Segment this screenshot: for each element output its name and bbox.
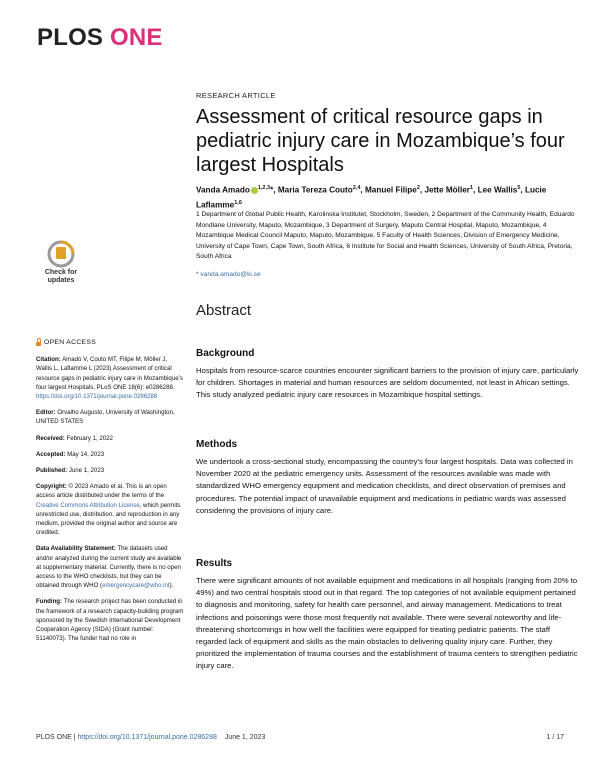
footer-left: PLOS ONE | https://doi.org/10.1371/journal.pone.0286288 June 1, 2023 — [36, 734, 266, 741]
author-name[interactable]: Maria Tereza Couto — [277, 185, 353, 195]
received: Received: February 1, 2022 — [36, 434, 113, 442]
citation-doi-link[interactable]: https://doi.org/10.1371/journal.pone.0286288 — [36, 393, 158, 401]
results-heading: Results — [196, 558, 233, 569]
author-name[interactable]: Lee Wallis — [477, 185, 518, 195]
editor: Editor: Orvalho Augusto, University of Washington, UNITED STATES — [36, 409, 175, 426]
check-for-updates-badge[interactable] — [36, 239, 86, 297]
citation: Citation: Amado V, Couto MT, Filipe M, Möller J, Wallis L, Laflamme L (2023) Assessment of critical resource gaps in pediatric injury care in Mozambique’s four largest Hospitals. PLoS ONE 18(6): e0286288. https://doi.org/10.1371/journal.pone.0286288 — [36, 356, 183, 401]
published: Published: June 1, 2023 — [36, 467, 105, 475]
author-name[interactable]: Vanda Amado — [196, 185, 250, 195]
author-affil-sup: 1,6 — [234, 199, 242, 206]
license-link[interactable]: Creative Commons Attribution License — [36, 501, 140, 509]
open-lock-icon — [36, 342, 41, 346]
affiliations: 1 Department of Global Public Health, Karolinska Institutet, Stockholm, Sweden, 2 Department of the Community Health, Eduardo Mondlane University, Maputo, Mozambique, 3 Department of Surgery, Maputo Central Hospital, Maputo, Mozambique, 4 Mozambique Medical Council Maputo, Maputo, Mozambique, 5 Faculty of Health Sciences, Division of Emergency Medicine, University of Cape Town, Cape Town, South Africa, 6 Institute for Social and Health Sciences, University of South Africa, Pretoria, South Africa — [196, 211, 575, 260]
article-title: Assessment of critical resource gaps in pediatric injury care in Mozambique’s four largest Hospitals — [196, 106, 565, 176]
author-name[interactable]: Manuel Filipe — [364, 185, 417, 195]
logo-plos: PLOS — [37, 24, 104, 51]
background-text: Hospitals from resource-scarce countries encounter significant barriers to the provision of injury care, particularly for children. Shortages in material and human resources are seldom documented, not least in African settings. This study analyzed pediatric injury care resources in Mozambique hospital settings. — [196, 366, 579, 400]
author-list: Vanda Amado $^{1,2,3}$*, Maria Tereza Couto$^{2,4}$, Manuel Filipe$^2$, Jette Möller$^1$, Lee Wallis$^5$, Lucie Laflamme$^{1,6}$ — [196, 185, 547, 210]
open-access-badge: OPEN ACCESS — [36, 338, 184, 347]
author-affil-sup: 1 — [469, 185, 474, 191]
article-type: RESEARCH ARTICLE — [196, 91, 276, 100]
check-updates-icon — [36, 239, 86, 269]
who-email-link[interactable]: emergencycare@who.int — [102, 582, 170, 590]
abstract-heading: Abstract — [196, 302, 252, 319]
author-affil-sup: 1,2,3 — [257, 185, 271, 191]
funding: Funding: The research project has been conducted in the framework of a research capacity-building program sponsored by the Swedish International Development Cooperation Agency (SIDA) (Grant number: 51140073). The funder had no role in — [36, 598, 184, 643]
author-affil-sup: 2,4 — [352, 185, 361, 191]
footer-date: June 1, 2023 — [224, 734, 266, 741]
methods-heading: Methods — [196, 439, 238, 450]
author-affil-sup: 2 — [416, 185, 420, 191]
journal-logo[interactable] — [37, 24, 163, 52]
footer-doi-link[interactable]: https://doi.org/10.1371/journal.pone.0286288 — [77, 734, 217, 741]
check-updates-label: Check for updates — [44, 269, 78, 284]
author-affil-sup: 5 — [517, 185, 521, 191]
logo-one: ONE — [110, 24, 163, 51]
data-availability: Data Availability Statement: The datasets used and/or analyzed during the current study are available at supplementary material. Currently, there is no open access to the WHO checklists, but they can be obtained through WHO (emergencycare@who.int). — [36, 545, 182, 590]
orcid-icon[interactable] — [251, 187, 258, 194]
results-text: There were significant amounts of not available equipment and medications in all hospitals (ranging from 20% to 49%) and two central hospitals stood out in that regard. The top categories of not available equipment pertained to diagnosis and monitoring, safety for health care personnel, and airway management. Medications to treat infections and poisonings were those most frequently not available. There were several noteworthy and life-threatening shortcomings in how well the facilities were equipped for treating pediatric patients. The staff regarded lack of equipment and skills as the main obstacles to delivering quality injury care. Further, they prioritized the implementation of trauma courses and the establishment of trauma centers to strengthen pediatric injury care. — [196, 576, 578, 671]
page-footer — [36, 734, 564, 741]
background-heading: Background — [196, 348, 255, 359]
corresponding-email — [196, 271, 261, 278]
copyright: Copyright: © 2023 Amado et al. This is an open access article distributed under the terms of the Creative Commons Attribution License, which permits unrestricted use, distribution, and reproduction in any medium, provided the original author and source are credited. — [36, 483, 181, 537]
accepted: Accepted: May 14, 2023 — [36, 450, 105, 458]
article-metadata-sidebar — [36, 338, 184, 650]
email-link[interactable]: vanda.amado@ki.se — [200, 271, 261, 278]
corresponding-mark: * — [270, 185, 274, 195]
methods-text: We undertook a cross-sectional study, encompassing the country’s four largest hospitals. Data was collected in November 2020 at the pediatric emergency units. Assessment of the resources available was made with standardized WHO emergency equipment and medication checklists, and direct observation of premises and procedures. The potential impact of unavailable equipment and medications in pediatric wards was assessed considering the provisions of injury care. — [196, 457, 573, 515]
author-name[interactable]: Lucie Laflamme — [196, 185, 547, 210]
page-number: 1 / 17 — [546, 734, 564, 741]
author-name[interactable]: Jette Möller — [424, 185, 470, 195]
corresponding-star: * — [196, 271, 199, 278]
footer-journal: PLOS ONE — [36, 734, 72, 741]
